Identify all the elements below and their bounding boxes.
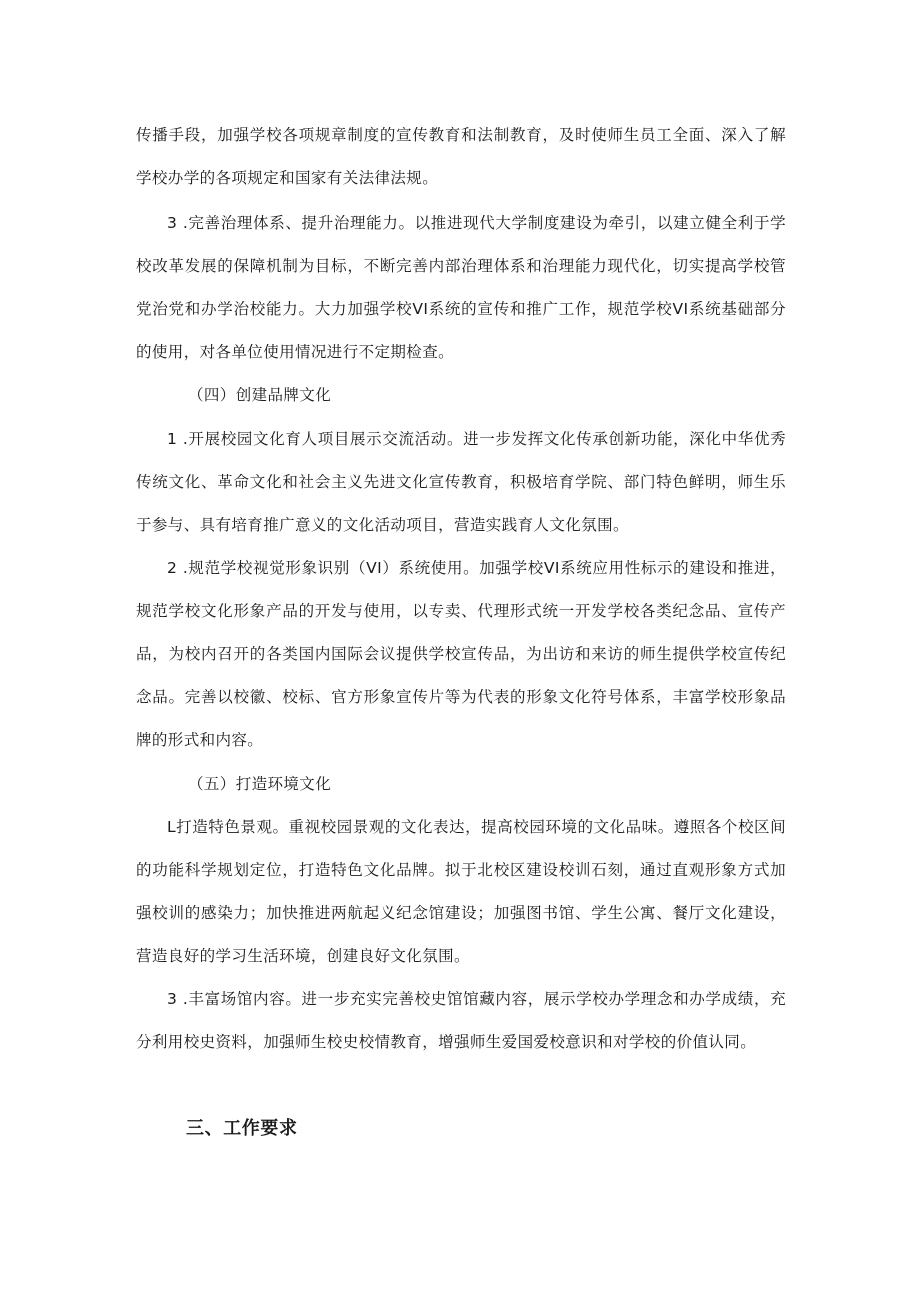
chapter-heading-work-requirements: 三、工作要求: [186, 1118, 298, 1139]
paragraph-environment-1: L打造特色景观。重视校园景观的文化表达，提高校园环境的文化品味。遵照各个校区间的功能科学规划定位，打造特色文化品牌。拟于北校区建设校训石刻，通过直观形象方式加强校训的感染力；加快推进两航起义纪念馆建设；加强图书馆、学生公寓、餐厅文化建设，营造良好的学习生活环境，创建良好文化氛围。: [136, 818, 786, 965]
section-heading-brand-culture: （四）创建品牌文化: [188, 386, 332, 404]
paragraph-governance: 3 .完善治理体系、提升治理能力。以推进现代大学制度建设为牵引，以建立健全利于学校改革发展的保障机制为目标，不断完善内部治理体系和治理能力现代化，切实提高学校管党治党和办学治校能力。大力加强学校VI系统的宣传和推广工作，规范学校VI系统基础部分的使用，对各单位使用情况进行不定期检查。: [136, 214, 786, 361]
paragraph-brand-2: 2 .规范学校视觉形象识别（VI）系统使用。加强学校VI系统应用性标示的建设和推进，规范学校文化形象产品的开发与使用，以专卖、代理形式统一开发学校各类纪念品、宣传产品，为校内召开的各类国内国际会议提供学校宣传品，为出访和来访的师生提供学校宣传纪念品。完善以校徽、校标、官方形象宣传片等为代表的形象文化符号体系，丰富学校形象品牌的形式和内容。: [136, 559, 786, 749]
paragraph-brand-1: 1 .开展校园文化育人项目展示交流活动。进一步发挥文化传承创新功能，深化中华优秀传统文化、革命文化和社会主义先进文化宣传教育，积极培育学院、部门特色鲜明，师生乐于参与、具有培育推广意义的文化活动项目，营造实践育人文化氛围。: [136, 430, 786, 534]
paragraph-environment-3: 3 .丰富场馆内容。进一步充实完善校史馆馆藏内容，展示学校办学理念和办学成绩，充分利用校史资料，加强师生校史校情教育，增强师生爱国爱校意识和对学校的价值认同。: [136, 990, 786, 1051]
section-heading-environment-culture: （五）打造环境文化: [188, 775, 332, 793]
paragraph-top: 传播手段，加强学校各项规章制度的宣传教育和法制教育，及时使师生员工全面、深入了解学校办学的各项规定和国家有关法律法规。: [136, 126, 786, 187]
